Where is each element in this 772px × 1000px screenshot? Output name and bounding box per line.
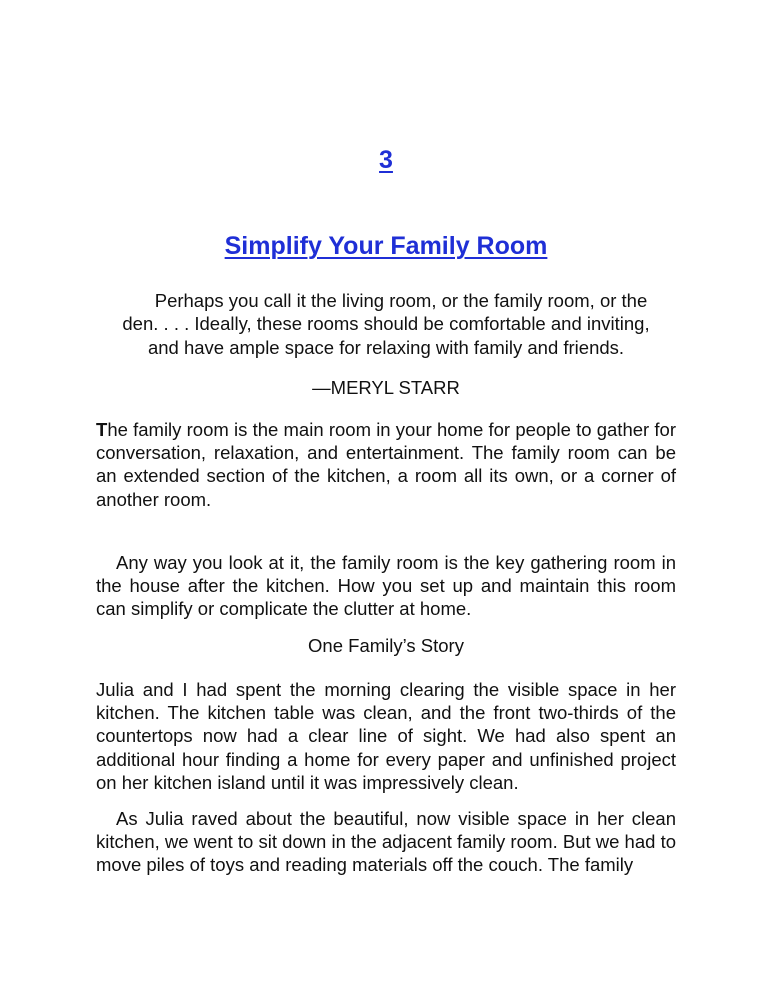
chapter-number <box>0 143 772 177</box>
chapter-title <box>0 229 772 263</box>
epigraph-line: and have ample space for relaxing with family and friends. <box>147 336 625 358</box>
chapter-number-link[interactable]: 3 <box>379 146 393 174</box>
chapter-title-link[interactable]: Simplify Your Family Room <box>224 232 548 260</box>
paragraph-text: he family room is the main room in your home for people to gather for conversation, relaxation, and entertainment. The family room can be an extended section of the kitchen, a room all its own, or a corner of another room. <box>96 419 676 510</box>
epigraph-line: den. . . . Ideally, these rooms should be comfortable and inviting, <box>122 313 650 335</box>
body-paragraph-1 <box>96 418 676 511</box>
epigraph <box>96 289 676 359</box>
body-paragraph-3: Julia and I had spent the morning clearing the visible space in her kitchen. The kitchen table was clean, and the front two-thirds of the countertops now had a clear line of sight. We had also spent an additional hour finding a home for every paper and unfinished project on her kitchen island until it was impressively clean. <box>96 679 676 793</box>
epigraph-line: Perhaps you call it the living room, or the family room, or the <box>154 290 648 311</box>
body-paragraph-4: As Julia raved about the beautiful, now visible space in her clean kitchen, we went to sit down in the adjacent family room. But we had to move piles of toys and reading materials off the couch. The family <box>96 808 676 876</box>
body-paragraph-2: Any way you look at it, the family room is the key gathering room in the house after the kitchen. How you set up and maintain this room can simplify or complicate the clutter at home. <box>96 552 676 620</box>
drop-cap-letter: T <box>96 419 108 440</box>
section-heading: One Family’s Story <box>308 635 464 656</box>
epigraph-attribution: —MERYL STARR <box>312 377 460 398</box>
